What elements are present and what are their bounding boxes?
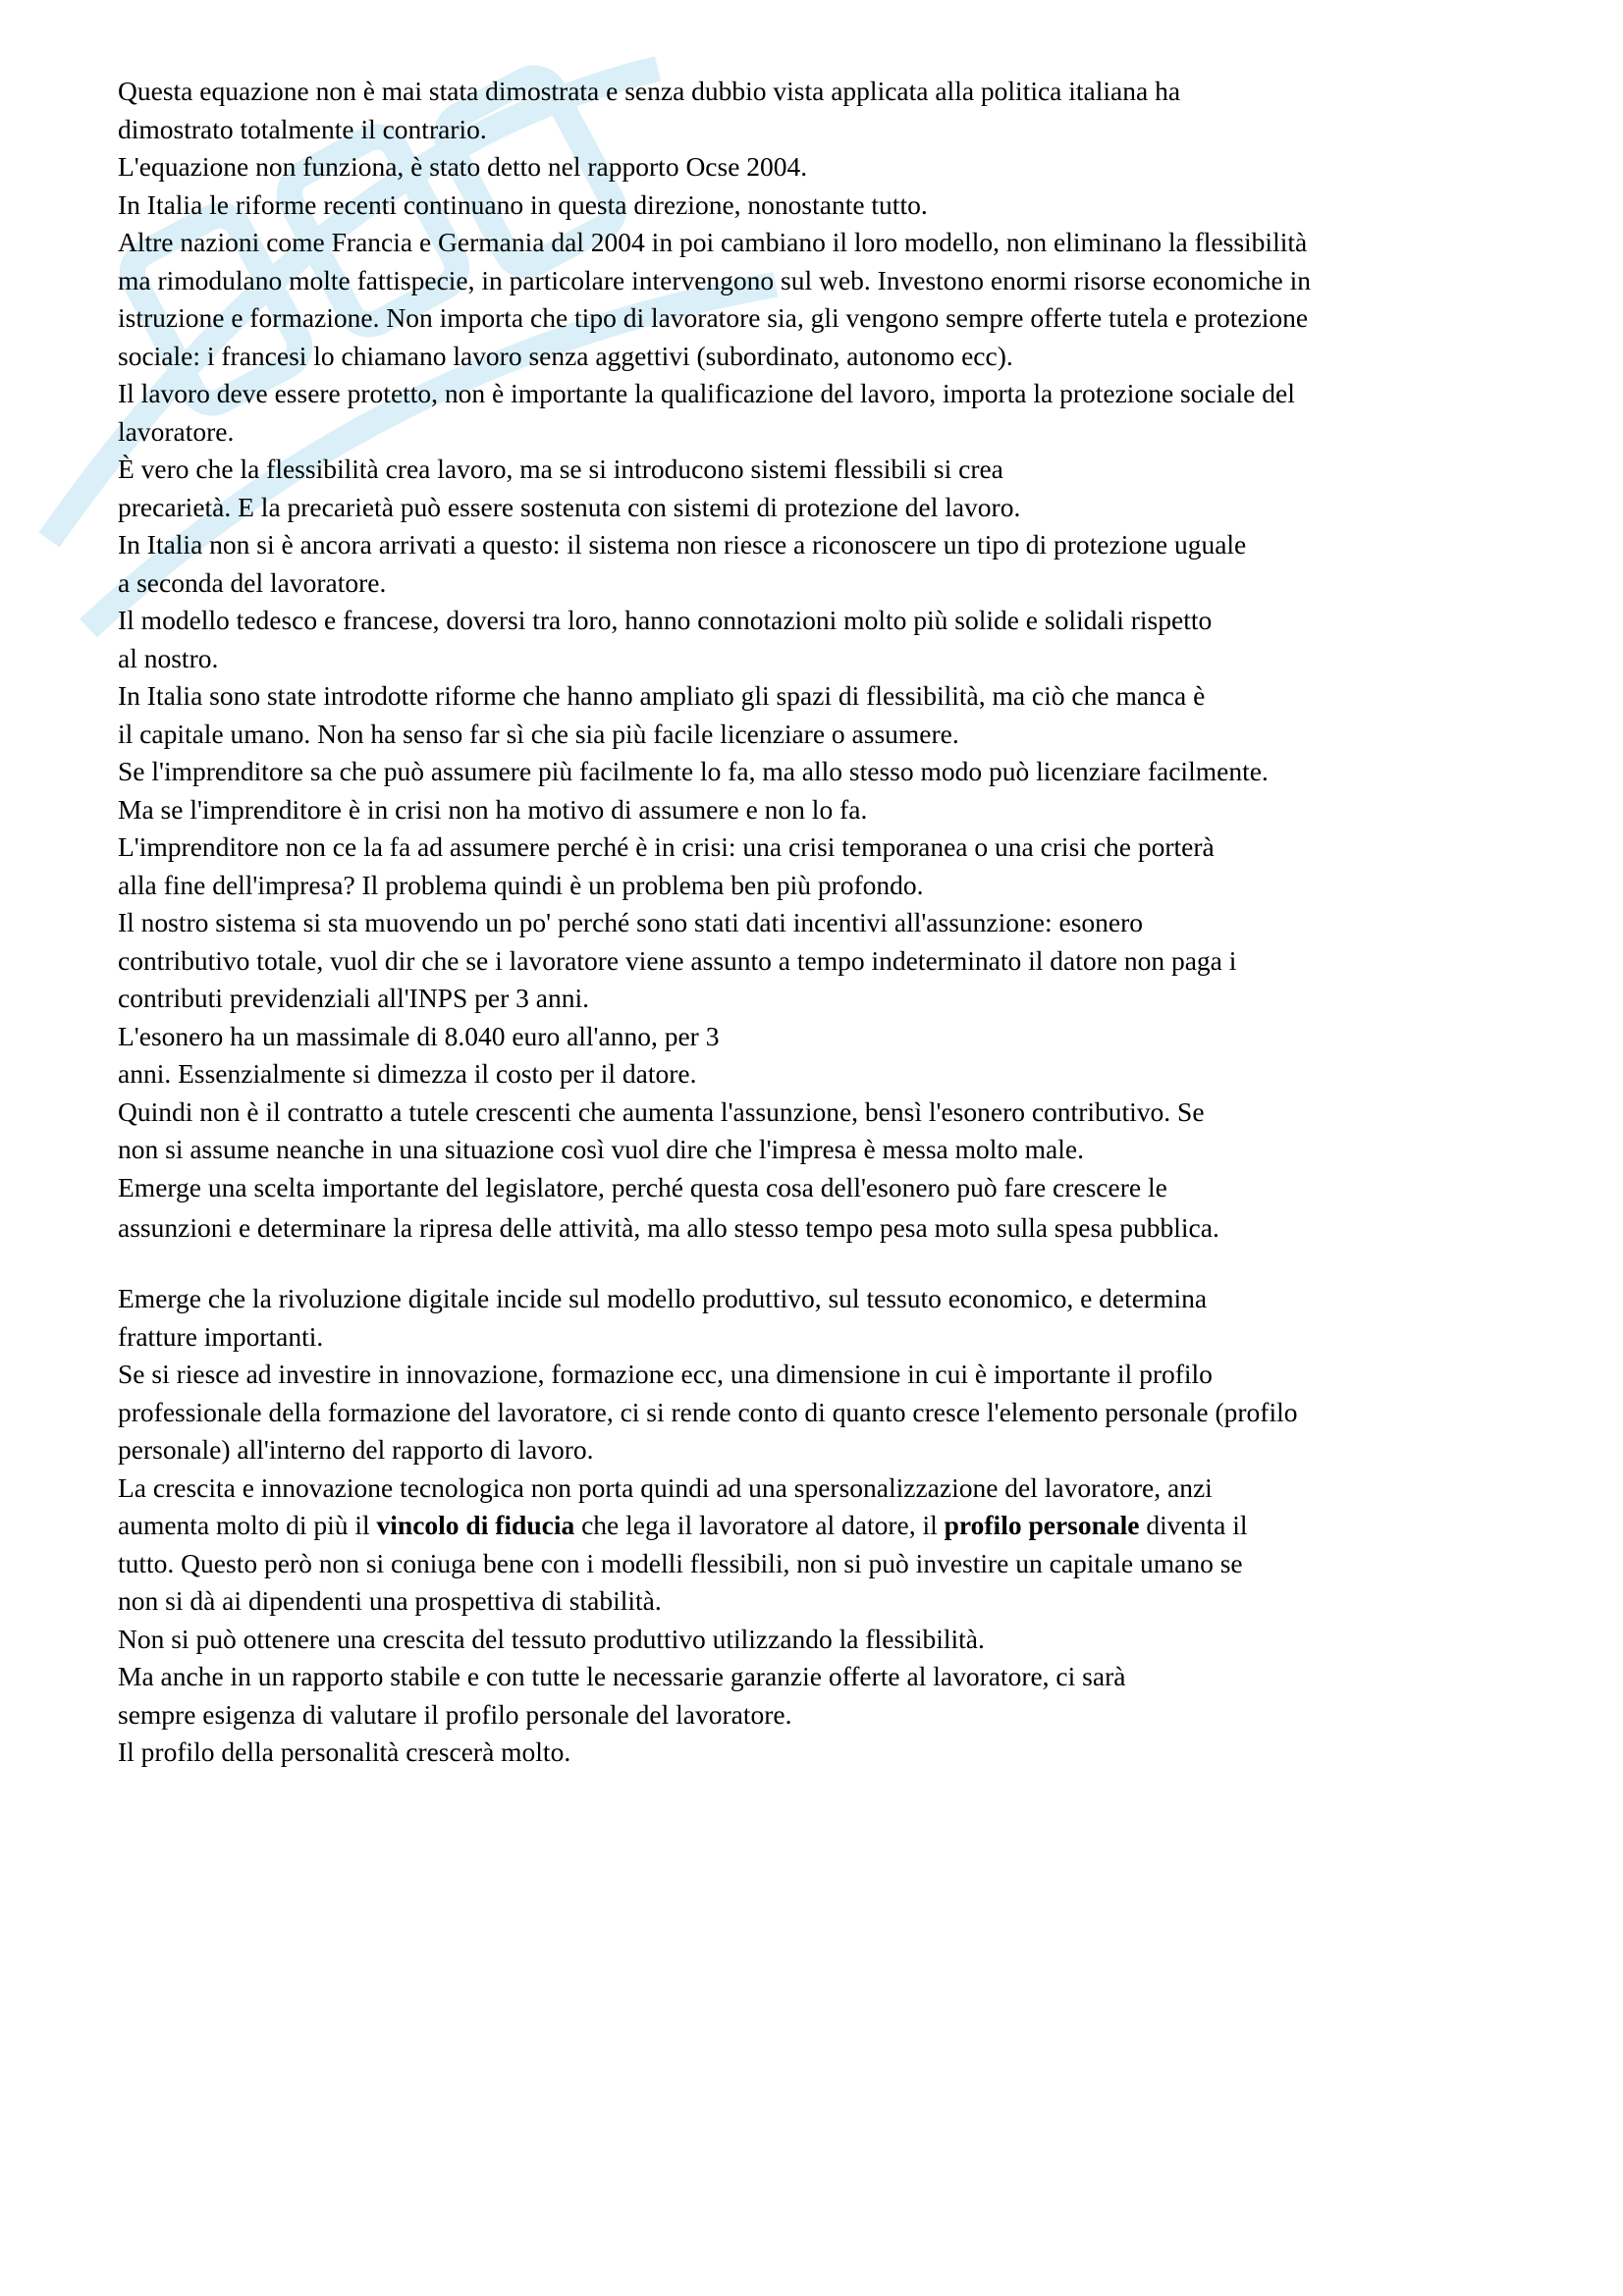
text-line: Ma anche in un rapporto stabile e con tutte le necessarie garanzie offerte al lavoratore, ci sarà xyxy=(118,1661,1126,1691)
text-line: Il nostro sistema si sta muovendo un po' perché sono stati dati incentivi all'assunzione: esonero xyxy=(118,907,1144,937)
bold-line-mid: che lega il lavoratore al datore, il xyxy=(574,1510,945,1540)
text-line: sempre esigenza di valutare il profilo personale del lavoratore. xyxy=(118,1698,792,1730)
text-line: In Italia non si è ancora arrivati a questo: il sistema non riesce a riconoscere un tipo di protezione uguale xyxy=(118,529,1247,560)
bold-line-post: diventa il xyxy=(1139,1510,1248,1540)
text-line: L'esonero ha un massimale di 8.040 euro all'anno, per 3 xyxy=(118,1020,720,1051)
text-line: Non si può ottenere una crescita del tessuto produttivo utilizzando la flessibilità. xyxy=(118,1623,985,1654)
text-line: Se l'imprenditore sa che può assumere più facilmente lo fa, ma allo stesso modo può licenziare facilmente. xyxy=(118,756,1269,786)
text-line: L'imprenditore non ce la fa ad assumere perché è in crisi: una crisi temporanea o una crisi che porterà xyxy=(118,831,1215,862)
text-line: In Italia le riforme recenti continuano in questa direzione, nonostante tutto. xyxy=(118,188,928,220)
text-line: Ma se l'imprenditore è in crisi non ha motivo di assumere e non lo fa. xyxy=(118,793,868,825)
text-line: contributivo totale, vuol dir che se i lavoratore viene assunto a tempo indeterminato il datore non paga i xyxy=(118,944,1237,976)
text-line: assunzioni e determinare la ripresa delle attività, ma allo stesso tempo pesa moto sulla spesa pubblica. xyxy=(118,1212,1219,1243)
text-line: Emerge una scelta importante del legislatore, perché questa cosa dell'esonero può fare crescere le xyxy=(118,1171,1167,1202)
text-line: precarietà. E la precarietà può essere sostenuta con sistemi di protezione del lavoro. xyxy=(118,491,1021,522)
text-line: Emerge che la rivoluzione digitale incide sul modello produttivo, sul tessuto economico, e determina xyxy=(118,1283,1208,1313)
text-line: non si assume neanche in una situazione così vuol dire che l'impresa è messa molto male. xyxy=(118,1134,1084,1164)
text-line: al nostro. xyxy=(118,642,219,673)
text-line: Quindi non è il contratto a tutele crescenti che aumenta l'assunzione, bensì l'esonero contributivo. Se xyxy=(118,1095,1205,1127)
text-line: personale) all'interno del rapporto di lavoro. xyxy=(118,1434,594,1465)
text-line: il capitale umano. Non ha senso far sì che sia più facile licenziare o assumere. xyxy=(118,718,959,749)
text-line: anni. Essenzialmente si dimezza il costo per il datore. xyxy=(118,1058,697,1089)
text-line: fratture importanti. xyxy=(118,1320,324,1352)
text-line: Se si riesce ad investire in innovazione, formazione ecc, una dimensione in cui è importante il profilo xyxy=(118,1359,1213,1389)
text-line: Questa equazione non è mai stata dimostrata e senza dubbio vista applicata alla politica italiana ha xyxy=(118,76,1181,106)
text-line: lavoratore. xyxy=(118,415,235,447)
bold-line-pre: aumenta molto di più il xyxy=(118,1510,377,1540)
paragraph-block-2 xyxy=(118,1280,1571,1507)
text-line: professionale della formazione del lavoratore, ci si rende conto di quanto cresce l'elemento personale (profilo xyxy=(118,1396,1298,1427)
text-line: Il profilo della personalità crescerà molto. xyxy=(118,1736,571,1767)
text-line: contributi previdenziali all'INPS per 3 anni. xyxy=(118,983,589,1013)
text-line: Il lavoro deve essere protetto, non è importante la qualificazione del lavoro, importa la protezione sociale del xyxy=(118,378,1295,408)
text-line: In Italia sono state introdotte riforme che hanno ampliato gli spazi di flessibilità, ma ciò che manca è xyxy=(118,680,1206,711)
text-line: dimostrato totalmente il contrario. xyxy=(118,113,487,144)
bold-term-vincolo-di-fiducia: vincolo di fiducia xyxy=(376,1510,575,1540)
text-line: ma rimodulano molte fattispecie, in particolare intervengono sul web. Investono enormi risorse economiche in xyxy=(118,264,1311,295)
text-line: a seconda del lavoratore. xyxy=(118,566,387,598)
text-line: La crescita e innovazione tecnologica non porta quindi ad una spersonalizzazione del lavoratore, anzi xyxy=(118,1471,1213,1503)
paragraph-block-1 xyxy=(118,73,1571,1249)
text-line: sociale: i francesi lo chiamano lavoro senza aggettivi (subordinato, autonomo ecc). xyxy=(118,340,1013,371)
text-line: alla fine dell'impresa? Il problema quindi è un problema ben più profondo. xyxy=(118,869,924,900)
text-line-bold-terms xyxy=(118,1507,1571,1545)
bold-term-profilo-personale: profilo personale xyxy=(944,1510,1140,1540)
text-line: tutto. Questo però non si coniuga bene con i modelli flessibili, non si può investire un capitale umano se xyxy=(118,1547,1243,1578)
paragraph-block-2-continued xyxy=(118,1545,1571,1772)
paragraph-gap xyxy=(118,1249,1571,1280)
text-line: Altre nazioni come Francia e Germania dal 2004 in poi cambiano il loro modello, non eliminano la flessibilità xyxy=(118,227,1308,257)
text-line: non si dà ai dipendenti una prospettiva di stabilità. xyxy=(118,1585,662,1616)
text-line: L'equazione non funziona, è stato detto nel rapporto Ocse 2004. xyxy=(118,151,808,182)
text-line: È vero che la flessibilità crea lavoro, ma se si introducono sistemi flessibili si crea xyxy=(118,454,1003,484)
text-line: istruzione e formazione. Non importa che tipo di lavoratore sia, gli vengono sempre offerte tutela e protezione xyxy=(118,302,1309,333)
document-body xyxy=(118,73,1571,1772)
text-line: Il modello tedesco e francese, doversi tra loro, hanno connotazioni molto più solide e solidali rispetto xyxy=(118,605,1213,635)
